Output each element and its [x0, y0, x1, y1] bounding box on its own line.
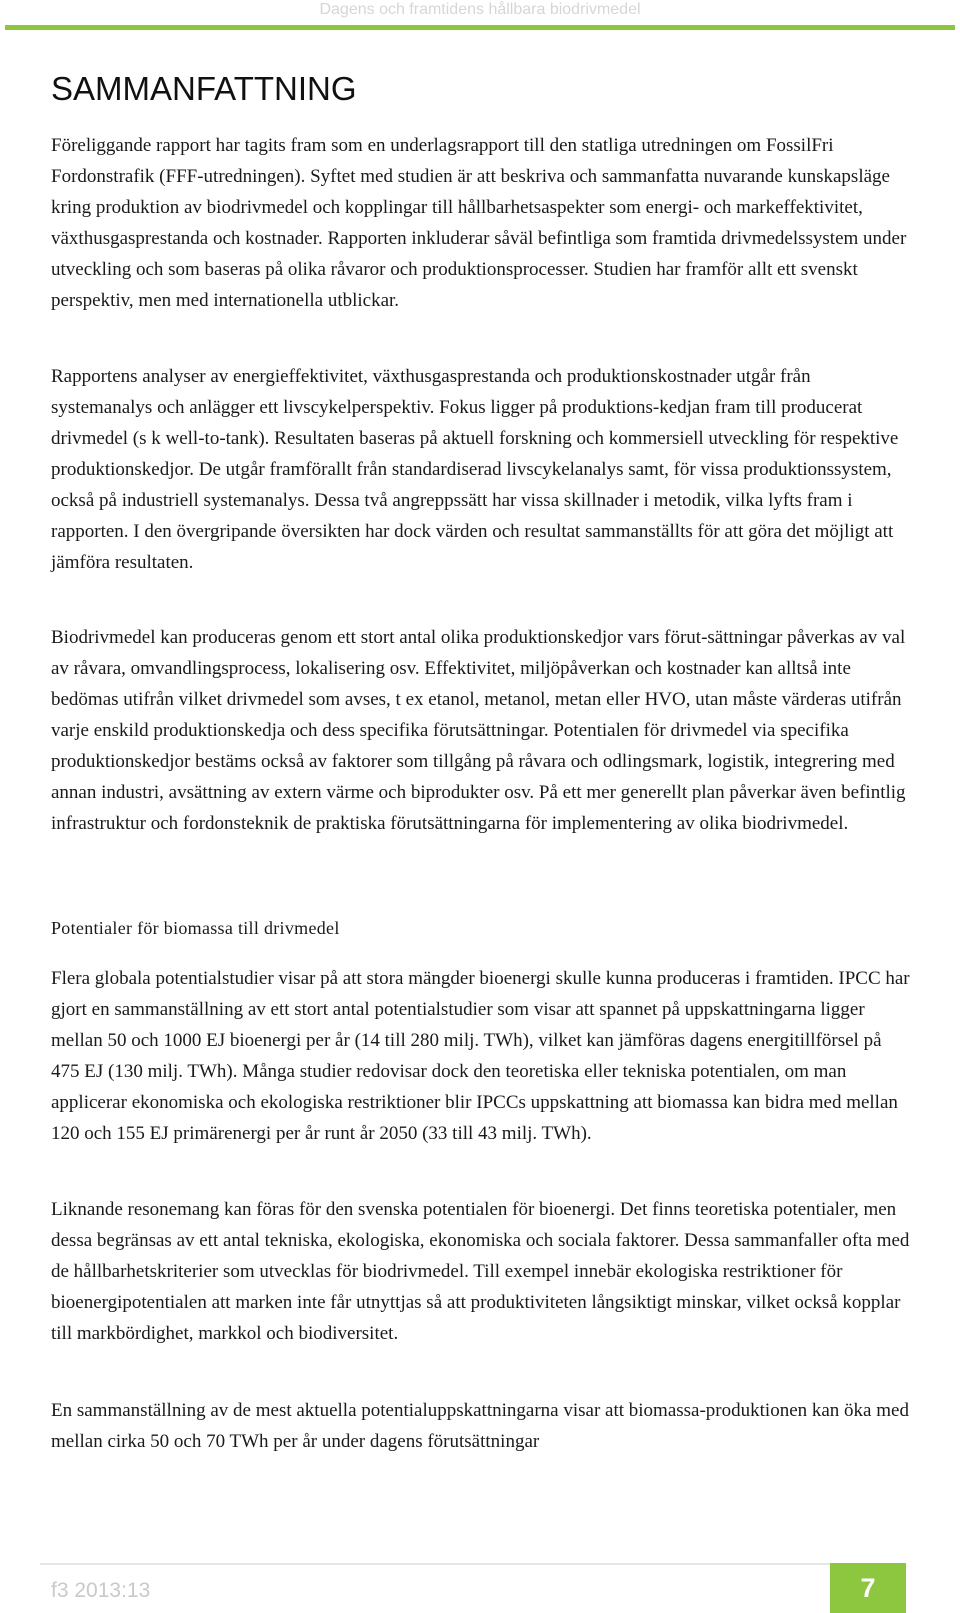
production-block	[51, 622, 913, 839]
swedish-potential-block	[51, 1194, 913, 1349]
page-number: 7	[860, 1572, 876, 1603]
summary-estimate-block	[51, 1395, 913, 1457]
report-id: f3 2013:13	[51, 1579, 151, 1602]
section-heading-block	[51, 913, 913, 944]
intro-block	[51, 130, 913, 316]
page-title: SAMMANFATTNING	[51, 70, 357, 107]
section-heading: Potentialer för biomassa till drivmedel	[51, 918, 340, 938]
paragraph: Biodrivmedel kan produceras genom ett stort antal olika produktionskedjor vars förut-sättningar påverkas av val av råvara, omvandlingsprocess, lokalisering osv. Effektivitet, miljöpåverkan och kostnader kan alltså inte bedömas utifrån vilket drivmedel som avses, t ex etanol, metanol, metan eller HVO, utan måste värderas utifrån varje enskild produktionskedja och dess specifika förutsättningar. Potentialen för drivmedel via specifika produktionskedjor bestäms också av faktorer som tillgång på råvara och odlingsmark, logistik, integrering med annan industri, avsättning av extern värme och biprodukter osv. På ett mer generellt plan påverkar även befintlig infrastruktur och fordonsteknik de praktiska förutsättningarna för implementering av olika biodrivmedel.	[51, 627, 906, 834]
running-header: Dagens och framtidens hållbara biodrivmedel	[319, 1, 641, 18]
global-potential-block	[51, 963, 913, 1149]
header-accent-rule	[5, 25, 955, 30]
method-block	[51, 361, 913, 578]
footer-rule	[40, 1563, 830, 1565]
paragraph: En sammanställning av de mest aktuella potentialuppskattningarna visar att biomassa-produktionen kan öka med mellan cirka 50 och 70 TWh per år under dagens förutsättningar	[51, 1400, 909, 1452]
paragraph: Flera globala potentialstudier visar på att stora mängder bioenergi skulle kunna produceras i framtiden. IPCC har gjort en sammanställning av ett stort antal potentialstudier som visar att spannet på uppskattningarna ligger mellan 50 och 1000 EJ bioenergi per år (14 till 280 milj. TWh), vilket kan jämföras dagens energitillförsel på 475 EJ (130 milj. TWh). Många studier redovisar dock den teoretiska eller tekniska potentialen, om man applicerar ekonomiska och ekologiska restriktioner blir IPCCs uppskattning att biomassa kan bidra med mellan 120 och 155 EJ primärenergi per år runt år 2050 (33 till 43 milj. TWh).	[51, 968, 910, 1144]
paragraph: Föreliggande rapport har tagits fram som en underlagsrapport till den statliga utredningen om FossilFri Fordonstrafik (FFF-utredningen). Syftet med studien är att beskriva och sammanfatta nuvarande kunskapsläge kring produktion av biodrivmedel och kopplingar till hållbarhetsaspekter som energi- och markeffektivitet, växthusgasprestanda och kostnader. Rapporten inkluderar såväl befintliga som framtida drivmedelssystem under utveckling och som baseras på olika råvaror och produktionsprocesser. Studien har framför allt ett svenskt perspektiv, men med internationella utblickar.	[51, 135, 907, 311]
page-number-badge	[830, 1563, 906, 1613]
paragraph: Liknande resonemang kan föras för den svenska potentialen för bioenergi. Det finns teoretiska potentialer, men dessa begränsas av ett antal tekniska, ekologiska, ekonomiska och sociala faktorer. Dessa sammanfaller ofta med de hållbarhetskriterier som utvecklas för biodrivmedel. Till exempel innebär ekologiska restriktioner för bioenergipotentialen att marken inte får utnyttjas så att produktiviteten långsiktigt minskar, vilket också kopplar till markbördighet, markkol och biodiversitet.	[51, 1199, 910, 1344]
paragraph: Rapportens analyser av energieffektivitet, växthusgasprestanda och produktionskostnader utgår från systemanalys och anlägger ett livscykelperspektiv. Fokus ligger på produktions-kedjan fram till producerat drivmedel (s k well-to-tank). Resultaten baseras på aktuell forskning och kommersiell utveckling för respektive produktionskedjor. De utgår framförallt från standardiserad livscykelanalys samt, för vissa produktionssystem, också på industriell systemanalys. Dessa två angreppssätt har vissa skillnader i metodik, vilka lyfts fram i rapporten. I den övergripande översikten har dock värden och resultat sammanställts för att göra det möjligt att jämföra resultaten.	[51, 366, 899, 573]
